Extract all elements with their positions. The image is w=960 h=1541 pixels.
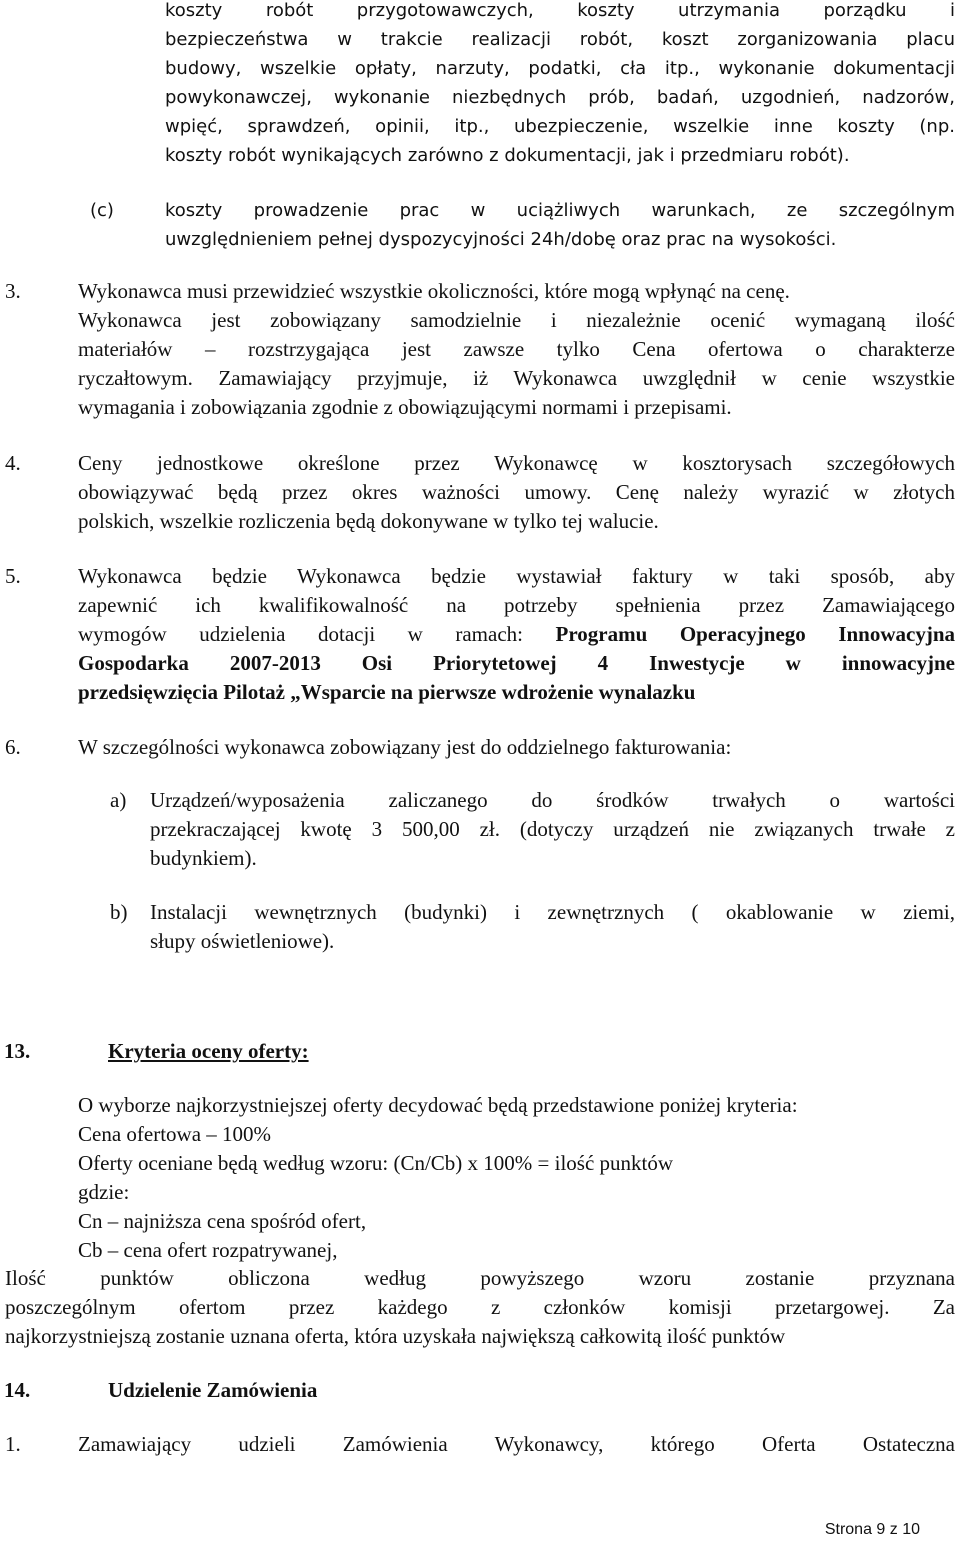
point-6-number: 6. bbox=[5, 735, 21, 759]
point-5-text bbox=[78, 562, 955, 707]
text-line: Ceny jednostkowe określone przez Wykonawcę w kosztorysach szczegółowych bbox=[78, 451, 955, 475]
text-line bbox=[78, 678, 955, 707]
point-3-number: 3. bbox=[5, 279, 21, 303]
section-13-title: Kryteria oceny oferty: bbox=[108, 1039, 309, 1063]
section-13-body bbox=[78, 1091, 955, 1265]
text-line: Wykonawca jest zobowiązany samodzielnie i niezależnie ocenić wymaganą ilość bbox=[78, 308, 955, 332]
text-line: ryczałtowym. Zamawiający przyjmuje, iż Wykonawca uwzględnił w cenie wszystkie bbox=[78, 366, 955, 390]
text-line: powykonawczej, wykonanie niezbędnych prób, badań, uzgodnień, nadzorów, bbox=[165, 87, 955, 108]
text-line: przekraczającej kwotę 3 500,00 zł. (dotyczy urządzeń nie związanych trwałe z bbox=[150, 817, 955, 841]
program-name: Gospodarka 2007-2013 Osi Priorytetowej 4 Inwestycje w innowacyjne bbox=[78, 651, 955, 675]
point-4-text bbox=[78, 449, 955, 536]
point-3-text bbox=[78, 277, 955, 422]
text-line: Oferty oceniane będą według wzoru: (Cn/Cb) x 100% = ilość punktów bbox=[78, 1151, 674, 1175]
text-line: najkorzystniejszą zostanie uznana oferta, która uzyskała największą całkowitą ilość punktów bbox=[5, 1324, 786, 1348]
section-14-point-1-text bbox=[78, 1430, 955, 1459]
program-name: przedsięwzięcia Pilotaż „Wsparcie na pierwsze wdrożenie wynalazku bbox=[78, 680, 696, 704]
section-14-title: Udzielenie Zamówienia bbox=[108, 1378, 318, 1402]
top-paragraph bbox=[165, 0, 955, 170]
text-line: Wykonawca musi przewidzieć wszystkie okoliczności, które mogą wpłynąć na cenę. bbox=[78, 279, 790, 303]
text-line bbox=[78, 620, 955, 649]
text-line: koszty prowadzenie prac w uciążliwych warunkach, ze szczególnym bbox=[165, 200, 955, 221]
sub-b-text bbox=[150, 898, 955, 956]
text-line: Instalacji wewnętrznych (budynki) i zewnętrznych ( okablowanie w ziemi, bbox=[150, 900, 955, 924]
text-line: wpięć, sprawdzeń, opinii, itp., ubezpieczenie, wszelkie inne koszty (np. bbox=[165, 116, 955, 137]
text-line: Wykonawca będzie Wykonawca będzie wystawiał faktury w taki sposób, aby bbox=[78, 564, 955, 588]
plain-text: wymogów udzielenia dotacji w ramach: bbox=[78, 622, 556, 646]
section-13-paragraph bbox=[5, 1264, 955, 1351]
section-13-number: 13. bbox=[4, 1039, 31, 1063]
text-line: koszty robót wynikających zarówno z dokumentacji, jak i przedmiaru robót). bbox=[165, 145, 850, 166]
text-line: Ilość punktów obliczona według powyższego wzoru zostanie przyznana bbox=[5, 1266, 955, 1290]
text-line bbox=[78, 649, 955, 678]
text-line: polskich, wszelkie rozliczenia będą dokonywane w tylko tej walucie. bbox=[78, 509, 659, 533]
text-line: zapewnić ich kwalifikowalność na potrzeby spełnienia przez Zamawiającego bbox=[78, 593, 955, 617]
point-4-number: 4. bbox=[5, 451, 21, 475]
text-line: materiałów – rozstrzygająca jest zawsze tylko Cena ofertowa o charakterze bbox=[78, 337, 955, 361]
text-line: bezpieczeństwa w trakcie realizacji robót, koszt zorganizowania placu bbox=[165, 29, 955, 50]
point-6-text: W szczególności wykonawca zobowiązany jest do oddzielnego fakturowania: bbox=[78, 735, 732, 759]
text-line: uwzględnieniem pełnej dyspozycyjności 24h/dobę oraz prac na wysokości. bbox=[165, 229, 837, 250]
text-line: Cena ofertowa – 100% bbox=[78, 1122, 272, 1146]
text-line: budynkiem). bbox=[150, 846, 257, 870]
text-line: gdzie: bbox=[78, 1180, 130, 1204]
item-c-marker: (c) bbox=[90, 200, 114, 221]
text-line: budowy, wszelkie opłaty, narzuty, podatki, cła itp., wykonanie dokumentacji bbox=[165, 58, 955, 79]
text-line: poszczególnym ofertom przez każdego z członków komisji przetargowej. Za bbox=[5, 1295, 955, 1319]
text-line: Urządzeń/wyposażenia zaliczanego do środków trwałych o wartości bbox=[150, 788, 955, 812]
text-line: O wyborze najkorzystniejszej oferty decydować będą przedstawione poniżej kryteria: bbox=[78, 1093, 798, 1117]
text-line: Cb – cena ofert rozpatrywanej, bbox=[78, 1238, 338, 1262]
text-line: słupy oświetleniowe). bbox=[150, 929, 335, 953]
section-14-point-1-number: 1. bbox=[5, 1432, 21, 1456]
program-name: Programu Operacyjnego Innowacyjna bbox=[555, 622, 956, 646]
text-line: Cn – najniższa cena spośród ofert, bbox=[78, 1209, 367, 1233]
section-14-number: 14. bbox=[4, 1378, 31, 1402]
text-line: koszty robót przygotowawczych, koszty utrzymania porządku i bbox=[165, 0, 955, 21]
text-line: obowiązywać będą przez okres ważności umowy. Cenę należy wyrazić w złotych bbox=[78, 480, 955, 504]
page-number: Strona 9 z 10 bbox=[824, 1521, 920, 1538]
sub-a-text bbox=[150, 786, 955, 873]
point-5-number: 5. bbox=[5, 564, 21, 588]
text-line: Zamawiający udzieli Zamówienia Wykonawcy, którego Oferta Ostateczna bbox=[78, 1432, 955, 1456]
text-line: wymagania i zobowiązania zgodnie z obowiązującymi normami i przepisami. bbox=[78, 395, 732, 419]
item-c-text bbox=[165, 196, 955, 254]
sub-a-marker: a) bbox=[110, 788, 127, 812]
sub-b-marker: b) bbox=[110, 900, 128, 924]
